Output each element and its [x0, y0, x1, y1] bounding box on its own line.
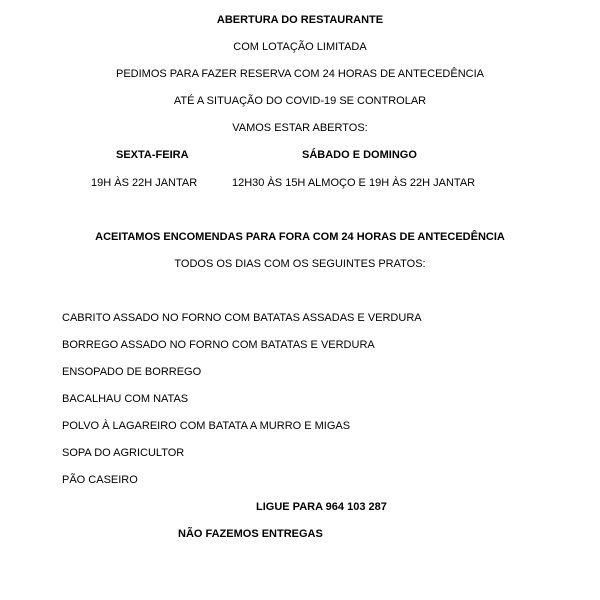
- orders-subtitle: TODOS OS DIAS COM OS SEGUINTES PRATOS:: [174, 258, 426, 270]
- list-item: BORREGO ASSADO NO FORNO COM BATATAS E VERDURA: [62, 339, 375, 351]
- reservation-notice: PEDIMOS PARA FAZER RESERVA COM 24 HORAS DE ANTECEDÊNCIA: [116, 68, 484, 80]
- weekend-label: SÁBADO E DOMINGO: [302, 149, 417, 161]
- list-item: POLVO À LAGAREIRO COM BATATA A MURRO E MIGAS: [62, 420, 351, 432]
- list-item: PÃO CASEIRO: [62, 474, 138, 486]
- covid-notice: ATÉ A SITUAÇÃO DO COVID-19 SE CONTROLAR: [173, 95, 427, 107]
- phone-contact: LIGUE PARA 964 103 287: [256, 501, 387, 513]
- list-item: CABRITO ASSADO NO FORNO COM BATATAS ASSADAS E VERDURA: [62, 312, 422, 324]
- list-item: BACALHAU COM NATAS: [62, 393, 189, 405]
- capacity-notice: COM LOTAÇÃO LIMITADA: [233, 41, 367, 53]
- list-item: ENSOPADO DE BORREGO: [62, 366, 202, 378]
- orders-title: ACEITAMOS ENCOMENDAS PARA FORA COM 24 HORAS DE ANTECEDÊNCIA: [95, 231, 505, 243]
- page-title: ABERTURA DO RESTAURANTE: [216, 14, 384, 26]
- no-delivery-notice: NÃO FAZEMOS ENTREGAS: [178, 528, 323, 540]
- friday-hours: 19H ÀS 22H JANTAR: [91, 177, 198, 189]
- opening-notice: VAMOS ESTAR ABERTOS:: [232, 122, 368, 134]
- friday-label: SEXTA-FEIRA: [116, 149, 189, 161]
- weekend-hours: 12H30 ÀS 15H ALMOÇO E 19H ÀS 22H JANTAR: [232, 177, 476, 189]
- list-item: SOPA DO AGRICULTOR: [62, 447, 185, 459]
